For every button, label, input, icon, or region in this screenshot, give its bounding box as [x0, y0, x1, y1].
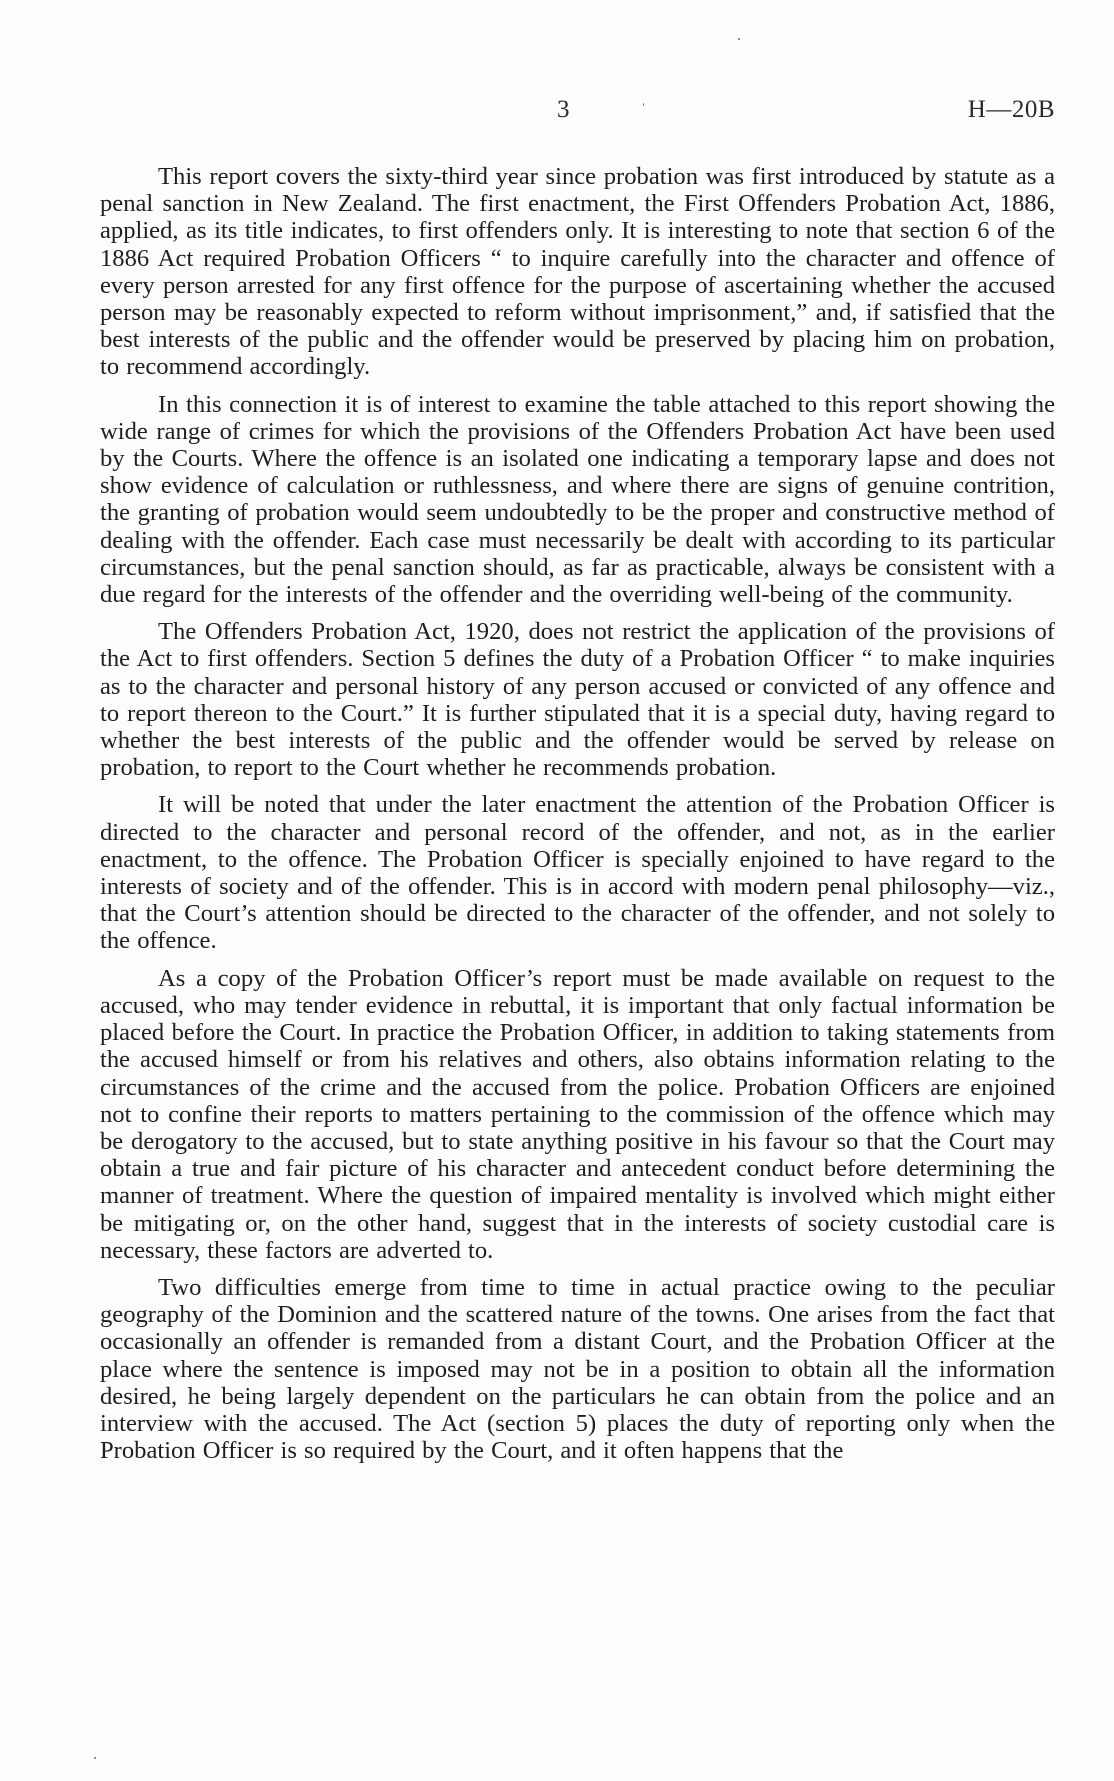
document-reference: H—20B	[967, 96, 1055, 123]
page-number: 3	[557, 96, 570, 123]
paragraph-2: In this connection it is of interest to examine the table attached to this report showing the wide range of crimes for which the provisions of the Offenders Probation Act have been used by the Courts. Where the offence is an isolated one indicating a temporary lapse and does not show evidence of calculation or ruthlessness, and where there are signs of genuine contrition, the granting of probation would seem undoubtedly to be the proper and constructive method of dealing with the offender. Each case must necessarily be dealt with according to its particular circumstances, but the penal sanction should, as far as practicable, always be consistent with a due regard for the interests of the offender and the overriding well-being of the community.	[100, 390, 1055, 609]
paragraph-1: This report covers the sixty-third year since probation was first introduced by statute as a penal sanction in New Zealand. The first enactment, the First Offenders Probation Act, 1886, applied, as its title indicates, to first offenders only. It is interesting to note that section 6 of the 1886 Act required Probation Officers “ to inquire carefully into the character and offence of every person arrested for any first offence for the purpose of ascertaining whether the accused person may be reasonably expected to reform without imprisonment,” and, if satisfied that the best interests of the public and the offender would be preserved by placing him on probation, to recommend accordingly.	[100, 163, 1055, 381]
scan-speck	[643, 103, 644, 106]
paragraph-3: The Offenders Probation Act, 1920, does not restrict the application of the provisions of the Act to first offenders. Section 5 defines the duty of a Probation Officer “ to make inquiries as to the character and personal history of any person accused or convicted of any offence and to report thereon to the Court.” It is further stipulated that it is a special duty, having regard to whether the best interests of the public and the offender would be served by release on probation, to report to the Court whether he recommends probation.	[100, 618, 1055, 782]
paragraph-6: Two difficulties emerge from time to time in actual practice owing to the peculiar geography of the Dominion and the scattered nature of the towns. One arises from the fact that occasionally an offender is remanded from a distant Court, and the Probation Officer at the place where the sentence is imposed may not be in a position to obtain all the information desired, he being largely dependent on the particulars he can obtain from the police and an interview with the accused. The Act (section 5) places the duty of reporting only when the Probation Officer is so required by the Court, and it often happens that the	[100, 1273, 1055, 1465]
page-header	[100, 96, 1055, 128]
body-text	[100, 163, 1055, 1474]
paragraph-4: It will be noted that under the later enactment the attention of the Probation Officer is directed to the character and personal record of the offender, and not, as in the earlier enactment, to the offence. The Probation Officer is specially enjoined to have regard to the interests of society and of the offender. This is in accord with modern penal philosophy—viz., that the Court’s attention should be directed to the character of the offender, and not solely to the offence.	[100, 791, 1055, 955]
paragraph-5: As a copy of the Probation Officer’s report must be made available on request to the accused, who may tender evidence in rebuttal, it is important that only factual information be placed before the Court. In practice the Probation Officer, in addition to taking statements from the accused himself or from his relatives and others, also obtains information relating to the circumstances of the crime and the accused from the police. Probation Officers are enjoined not to confine their reports to matters pertaining to the commission of the offence which may be derogatory to the accused, but to state anything positive in his favour so that the Court may obtain a true and fair picture of his character and antecedent conduct before determining the manner of treatment. Where the question of impaired mentality is involved which might either be mitigating or, on the other hand, suggest that in the interests of society custodial care is necessary, these factors are adverted to.	[100, 964, 1055, 1264]
scan-speck	[94, 1757, 96, 1759]
scan-speck	[738, 38, 740, 40]
